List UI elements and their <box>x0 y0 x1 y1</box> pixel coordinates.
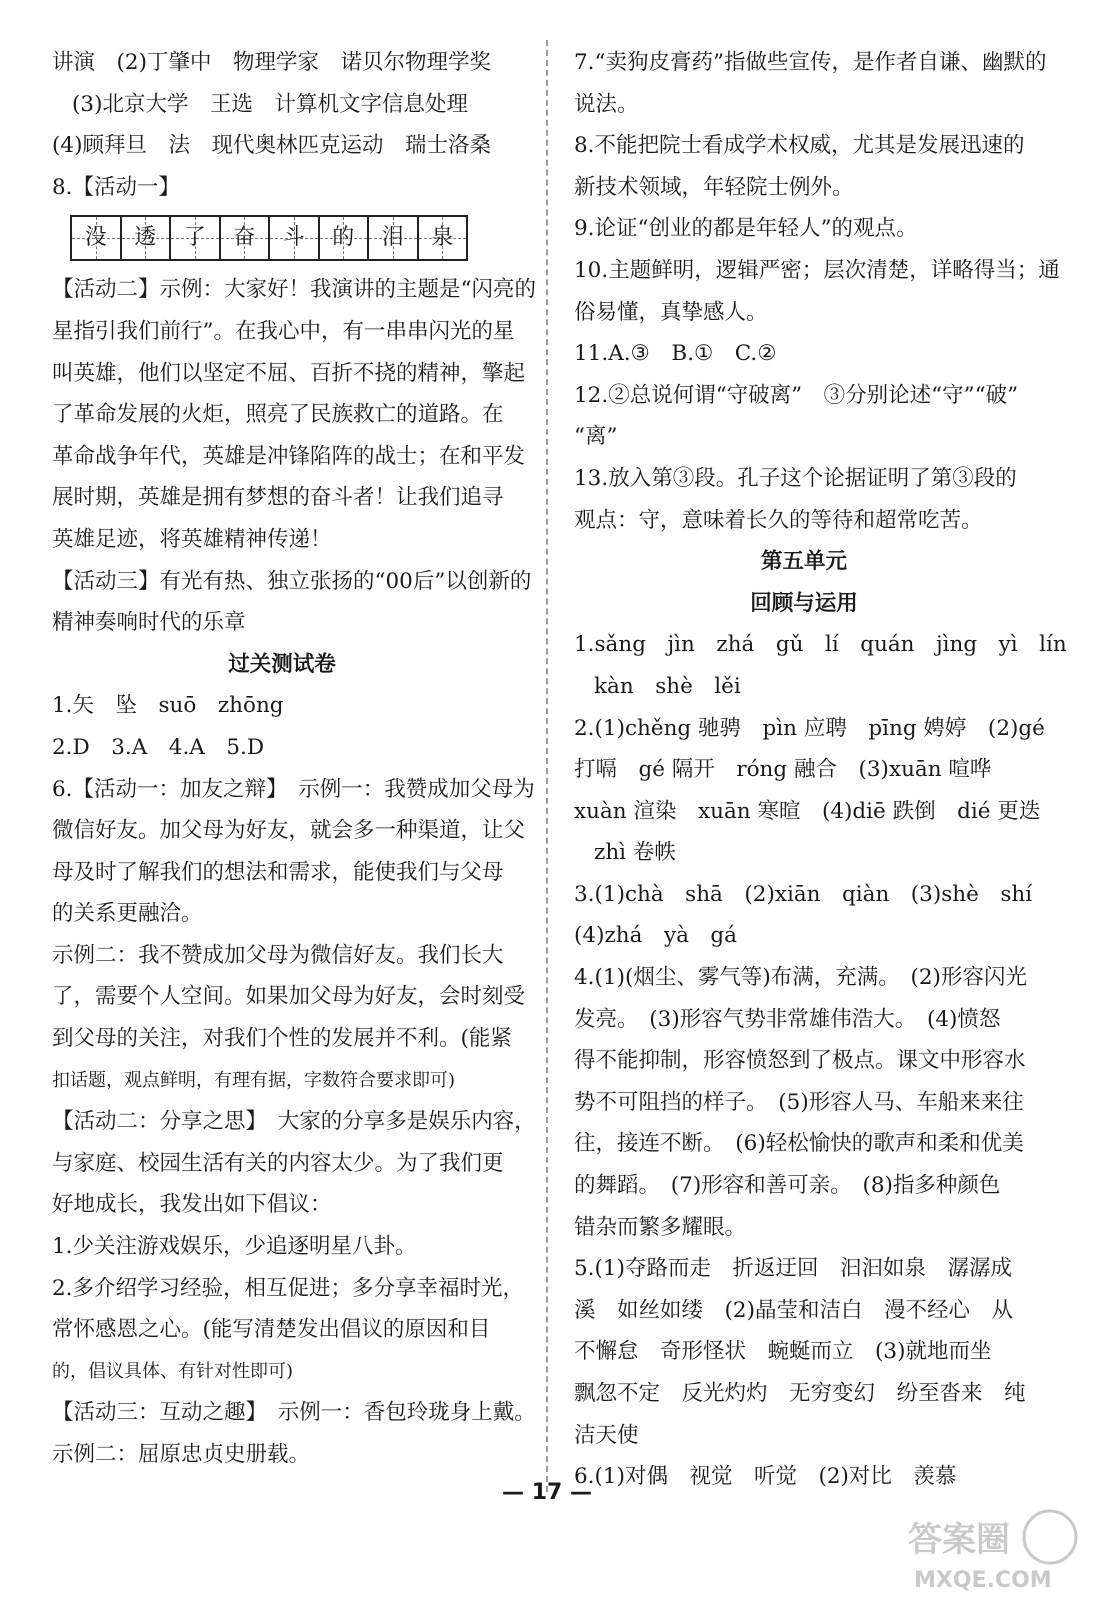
text-line: 打嗝 gé 隔开 róng 融合 (3)xuān 喧哗 <box>574 757 992 783</box>
text-line: 溪 如丝如缕 (2)晶莹和洁白 漫不经心 从 <box>574 1297 1013 1323</box>
unit-title: 第五单元 <box>760 549 847 575</box>
watermark-url: MXQE.COM <box>914 1568 1052 1593</box>
text-line: 示例二：屈原忠贞史册载。 <box>52 1442 311 1467</box>
text-line: 叫英雄，他们以坚定不屈、百折不挠的精神，擎起 <box>52 360 526 386</box>
text-line: 1.矢 坠 suō zhōng <box>52 693 284 719</box>
text-line: 母及时了解我们的想法和需求，能使我们与父母 <box>52 859 504 885</box>
text-line: 11.A.③ B.① C.② <box>574 341 777 367</box>
watermark-text: 答案圈 <box>908 1520 1010 1560</box>
text-line: 势不可阻挡的样子。 (5)形容人马、车船来来往 <box>574 1089 1024 1115</box>
text-line: (4)顾拜旦 法 现代奥林匹克运动 瑞士洛桑 <box>52 133 491 159</box>
text-line: 【活动二】示例：大家好！我演讲的主题是“闪亮的 <box>52 277 536 303</box>
text-line: 微信好友。加父母为好友，就会多一种渠道，让父 <box>52 818 526 844</box>
text-line: 讲演 (2)丁肇中 物理学家 诺贝尔物理学奖 <box>52 50 491 75</box>
left-column <box>52 42 536 1476</box>
grid-cell: 没 <box>72 217 122 259</box>
text-line: 【活动三：互动之趣】 示例一：香包玲珑身上戴。 <box>52 1400 536 1426</box>
text-line: 飘忽不定 反光灼灼 无穷变幻 纷至沓来 纯 <box>574 1381 1026 1406</box>
text-line: 扣话题，观点鲜明，有理有据，字数符合要求即可) <box>52 1069 456 1091</box>
column-divider <box>546 40 548 1492</box>
text-line: 8.【活动一】 <box>52 174 181 200</box>
text-line: 俗易懂，真挚感人。 <box>574 299 768 325</box>
text-line: zhì 卷帙 <box>594 840 676 866</box>
grid-cell: 斗 <box>270 217 320 259</box>
grid-cell: 的 <box>320 217 370 259</box>
text-line: 的，倡议具体、有针对性即可) <box>52 1360 294 1382</box>
text-line: 好地成长，我发出如下倡议： <box>52 1192 332 1218</box>
text-line: 革命战争年代，英雄是冲锋陷阵的战士；在和平发 <box>52 443 526 469</box>
text-line: 6.(1)对偶 视觉 听觉 (2)对比 羡慕 <box>574 1464 957 1490</box>
subsection-title: 回顾与运用 <box>750 590 858 616</box>
grid-cell: 泉 <box>419 217 467 259</box>
text-line: 的关系更融洽。 <box>52 901 203 927</box>
text-line: 新技术领域，年轻院士例外。 <box>574 174 854 200</box>
text-line: 说法。 <box>574 91 639 117</box>
text-line: 4.(1)(烟尘、雾气等)布满，充满。 (2)形容闪光 <box>574 965 1027 991</box>
text-line: 精神奏响时代的乐章 <box>52 610 246 636</box>
text-line: 3.(1)chà shā (2)xiān qiàn (3)shè shí <box>574 881 1033 907</box>
text-line: 6.【活动一：加友之辩】 示例一：我赞成加父母为 <box>52 776 535 802</box>
text-line: 错杂而繁多耀眼。 <box>574 1214 747 1240</box>
text-line: kàn shè lěi <box>594 673 741 699</box>
text-line: 得不能抑制，形容愤怒到了极点。课文中形容水 <box>574 1048 1026 1074</box>
text-line: 了，需要个人空间。如果加父母为好友，会时刻受 <box>52 984 526 1010</box>
page-number: — 17 — <box>502 1480 592 1505</box>
right-column <box>574 42 1067 1498</box>
text-line: 5.(1)夺路而走 折返迂回 汩汩如泉 潺潺成 <box>574 1256 1012 1282</box>
text-line: 1.少关注游戏娱乐，少追逐明星八卦。 <box>52 1234 417 1260</box>
text-line: 到父母的关注，对我们个性的发展并不利。(能紧 <box>52 1026 512 1052</box>
text-line: 英雄足迹，将英雄精神传递！ <box>52 526 332 552</box>
text-line: 发亮。 (3)形容气势非常雄伟浩大。 (4)愤怒 <box>574 1006 1001 1032</box>
text-line: 往，接连不断。 (6)轻松愉快的歌声和柔和优美 <box>574 1131 1024 1157</box>
watermark-logo <box>900 1505 1080 1595</box>
text-line: 观点：守，意味着长久的等待和超常吃苦。 <box>574 507 983 533</box>
text-line: “离” <box>574 424 618 450</box>
text-line: 1.sǎng jìn zhá gǔ lí quán jìng yì lín <box>574 632 1067 658</box>
text-line: 7.“卖狗皮膏药”指做些宣传，是作者自谦、幽默的 <box>574 50 1047 75</box>
text-line: 【活动二：分享之思】 大家的分享多是娱乐内容， <box>52 1109 536 1135</box>
text-line: 12.②总说何谓“守破离” ③分别论述“守”“破” <box>574 382 1019 408</box>
text-line: 星指引我们前行”。在我心中，有一串串闪光的星 <box>52 318 515 344</box>
grid-cell: 奋 <box>221 217 271 259</box>
text-line: 2.(1)chěng 驰骋 pìn 应聘 pīng 娉婷 (2)gé <box>574 715 1045 741</box>
text-line: (4)zhá yà gá <box>574 923 737 949</box>
text-line: 的舞蹈。 (7)形容和善可亲。 (8)指多种颜色 <box>574 1173 1001 1199</box>
character-grid <box>70 215 468 261</box>
grid-cell: 透 <box>122 217 172 259</box>
text-line: (3)北京大学 王选 计算机文字信息处理 <box>72 91 468 117</box>
text-line: 示例二：我不赞成加父母为微信好友。我们长大 <box>52 942 504 968</box>
text-line: 【活动三】有光有热、独立张扬的“00后”以创新的 <box>52 568 532 594</box>
text-line: 9.论证“创业的都是年轻人”的观点。 <box>574 216 918 242</box>
text-line: 13.放入第③段。孔子这个论据证明了第③段的 <box>574 465 1017 491</box>
section-title: 过关测试卷 <box>228 651 336 677</box>
text-line: 了革命发展的火炬，照亮了民族救亡的道路。在 <box>52 402 504 428</box>
text-line: 2.多介绍学习经验，相互促进；多分享幸福时光， <box>52 1275 525 1301</box>
text-line: xuàn 渲染 xuān 寒暄 (4)diē 跌倒 dié 更迭 <box>574 798 1041 824</box>
text-line: 8.不能把院士看成学术权威，尤其是发展迅速的 <box>574 133 1025 159</box>
text-line: 展时期，英雄是拥有梦想的奋斗者！让我们追寻 <box>52 485 504 511</box>
text-line: 洁天使 <box>574 1422 639 1448</box>
text-line: 常怀感恩之心。(能写清楚发出倡议的原因和目 <box>52 1317 491 1343</box>
grid-cell: 了 <box>171 217 221 259</box>
text-line: 与家庭、校园生活有关的内容太少。为了我们更 <box>52 1150 504 1176</box>
grid-cell: 泪 <box>369 217 419 259</box>
text-line: 10.主题鲜明，逻辑严密；层次清楚，详略得当；通 <box>574 257 1060 283</box>
text-line: 2.D 3.A 4.A 5.D <box>52 734 265 760</box>
text-line: 不懈怠 奇形怪状 蜿蜒而立 (3)就地而坐 <box>574 1339 992 1365</box>
